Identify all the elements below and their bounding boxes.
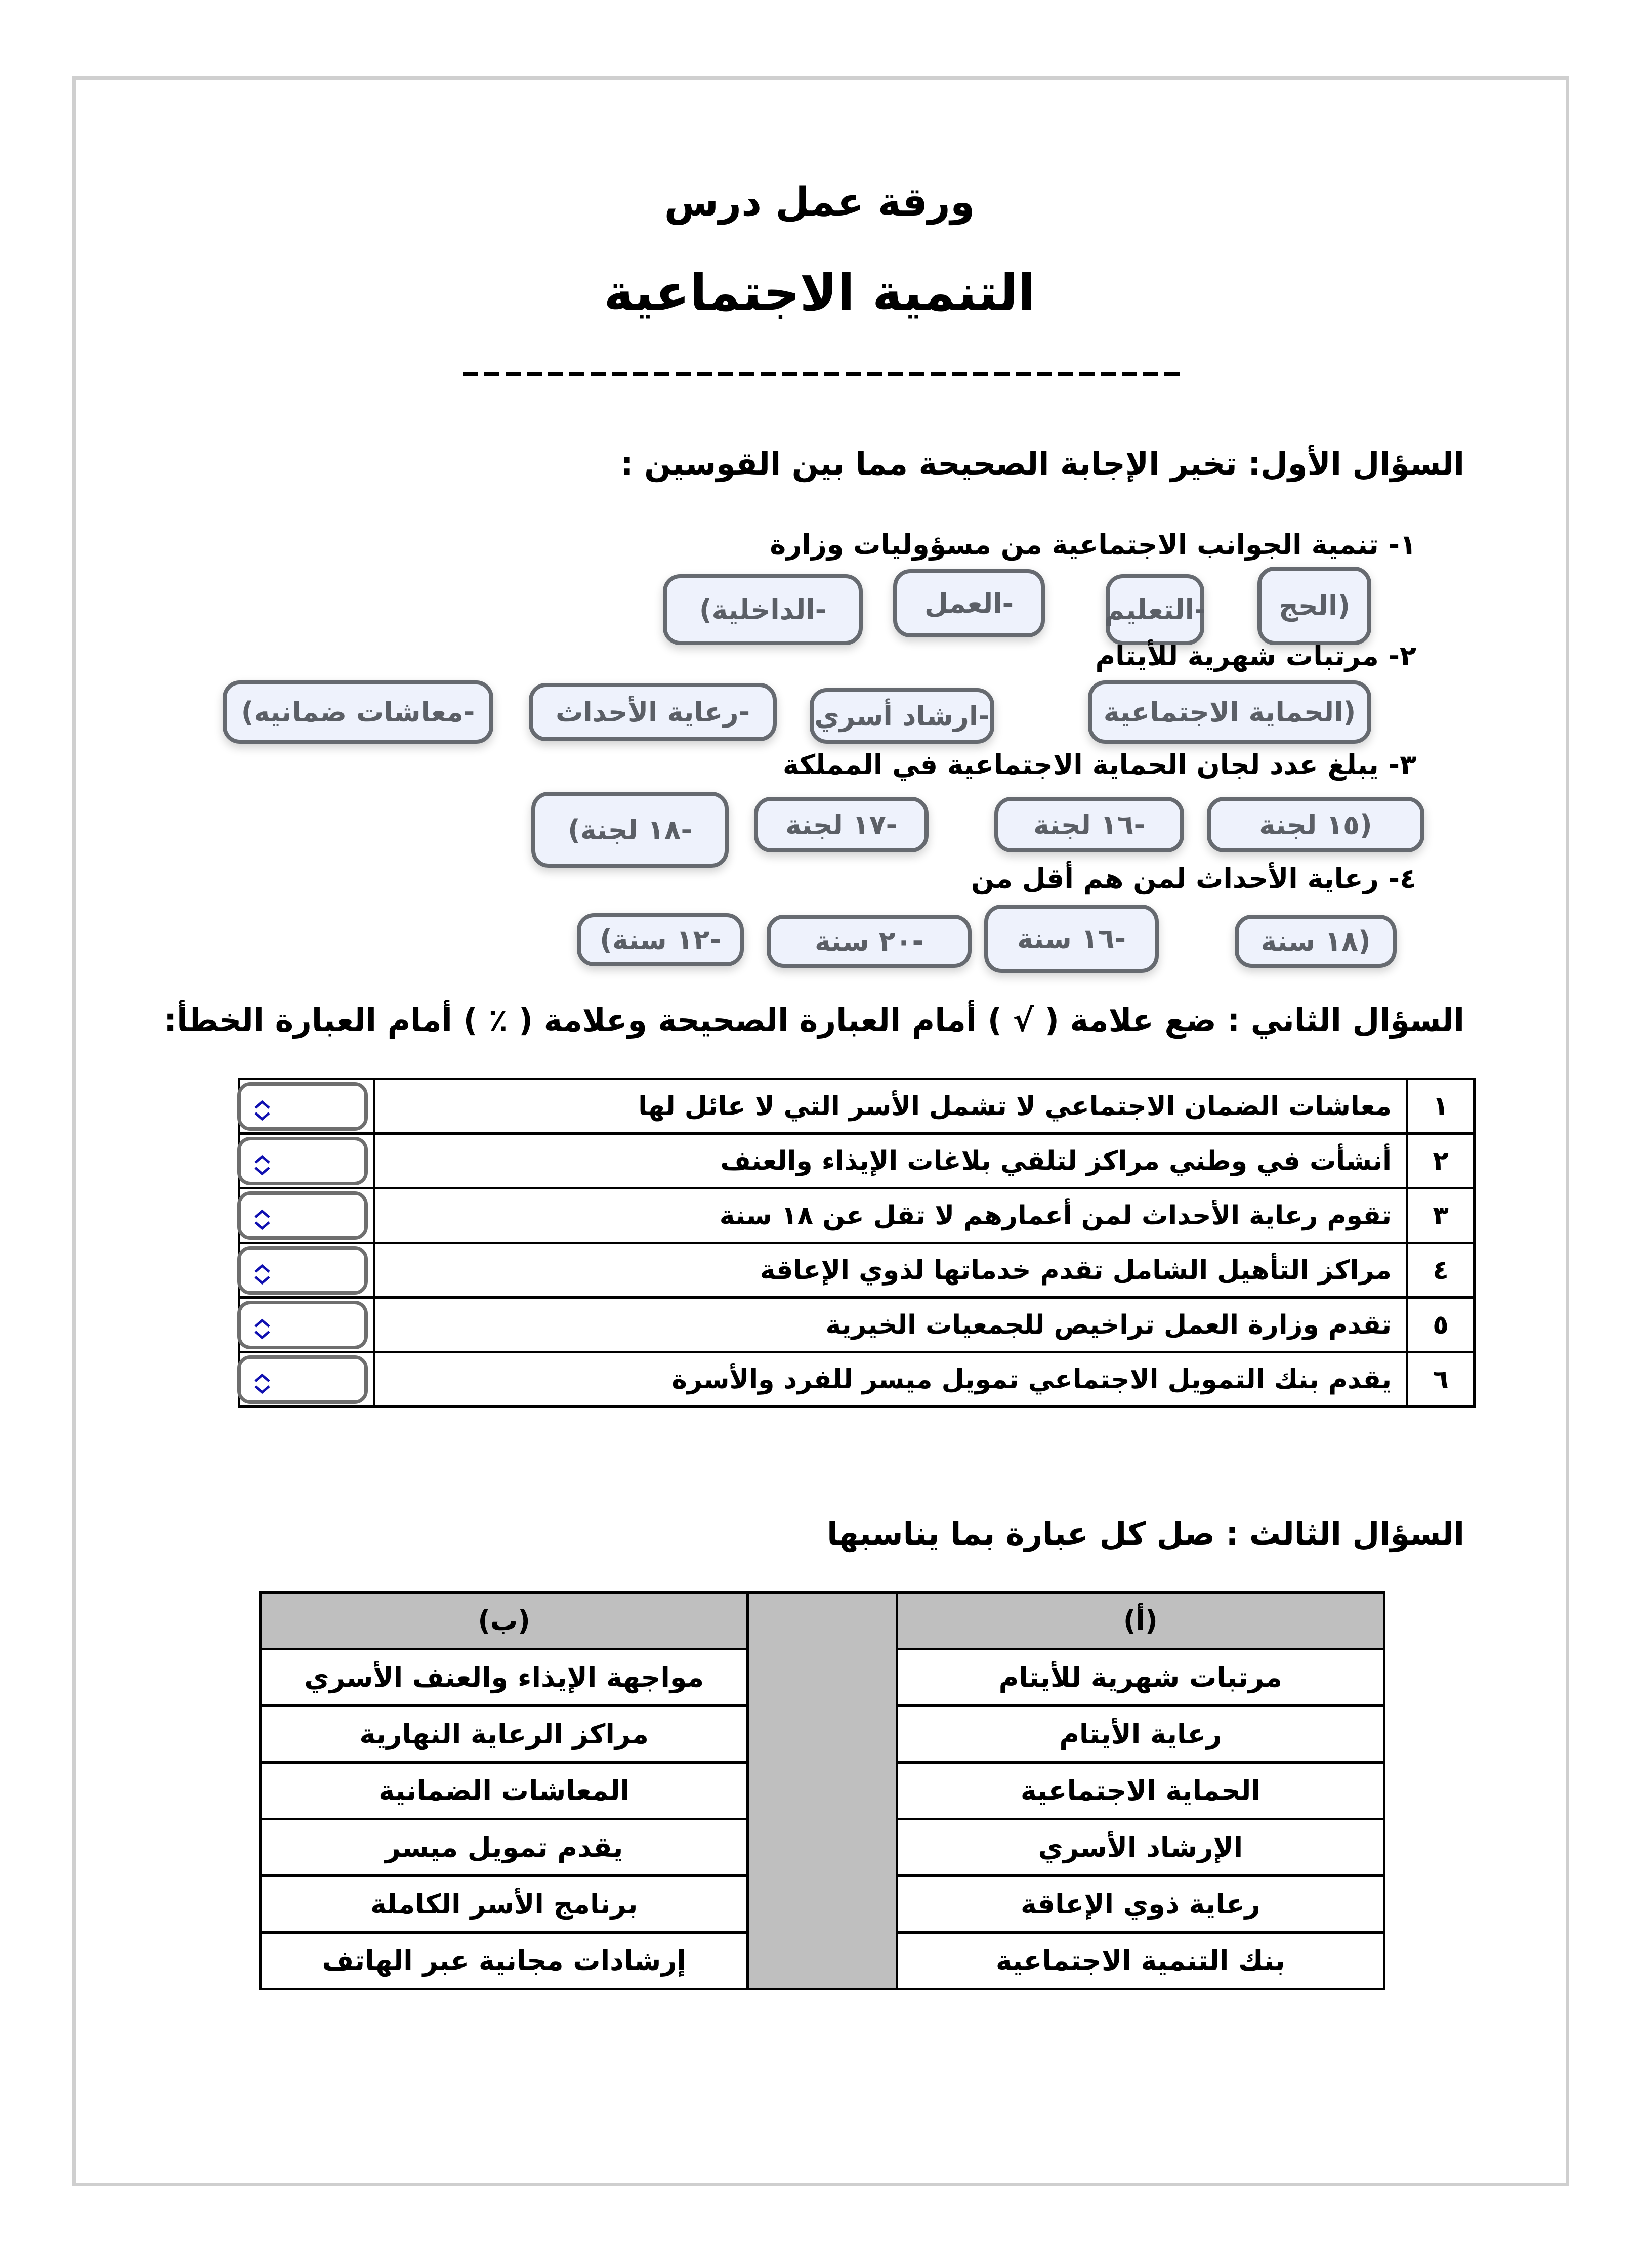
q1-item-4-option-3[interactable]: -٢٠ سنة (767, 915, 972, 968)
table-row (239, 1134, 1475, 1188)
dashed-divider (463, 372, 1182, 376)
q1-item-1-option-4[interactable]: -الداخلية) (663, 574, 863, 645)
q1-item-4-option-4[interactable]: -١٢ سنة) (577, 913, 744, 966)
q1-item-3-option-1[interactable]: (١٥ لجنة (1207, 797, 1424, 852)
table-row (239, 1352, 1475, 1407)
column-b-item: إرشادات مجانية عبر الهاتف (261, 1933, 748, 1989)
q1-item-4-text: ٤- رعاية الأحداث لمن هم أقل من (971, 863, 1416, 894)
q1-item-3-text: ٣- يبلغ عدد لجان الحماية الاجتماعية في المملكة (782, 749, 1416, 781)
table-row (239, 1188, 1475, 1243)
q1-item-2-option-2[interactable]: -ارشاد أسري (810, 688, 994, 744)
q2-heading: السؤال الثاني : ضع علامة ( √ ) أمام العبارة الصحيحة وعلامة ( ٪ ) أمام العبارة الخطأ: (164, 1002, 1464, 1039)
column-a-item: رعاية الأيتام (897, 1706, 1384, 1763)
column-a-item: الحماية الاجتماعية (897, 1763, 1384, 1819)
answer-select[interactable] (237, 1191, 368, 1240)
column-b-header: (ب) (261, 1593, 748, 1649)
answer-select[interactable] (237, 1246, 368, 1295)
q1-item-2-option-1[interactable]: (الحماية الاجتماعية (1088, 680, 1371, 744)
answer-select[interactable] (237, 1355, 368, 1404)
column-a-item: بنك التنمية الاجتماعية (897, 1933, 1384, 1989)
q1-item-1-option-2[interactable]: -التعليم (1106, 574, 1204, 645)
matching-table (259, 1591, 1385, 1990)
column-b-item: مواجهة الإيذاء والعنف الأسري (261, 1649, 748, 1706)
statement-text: تقوم رعاية الأحداث لمن أعمارهم لا تقل عن ١٨ سنة (374, 1188, 1407, 1243)
column-b-item: المعاشات الضمانية (261, 1763, 748, 1819)
column-b-item: يقدم تمويل ميسر (261, 1819, 748, 1876)
lesson-title: التنمية الاجتماعية (604, 263, 1035, 322)
q1-item-4-option-1[interactable]: (١٨ سنة (1235, 915, 1397, 968)
chevron-up-down-icon (252, 1316, 272, 1342)
answer-select[interactable] (237, 1082, 368, 1131)
statement-text: مراكز التأهيل الشامل تقدم خدماتها لذوي الإعاقة (374, 1243, 1407, 1298)
table-row (239, 1298, 1475, 1352)
column-b-item: برنامج الأسر الكاملة (261, 1876, 748, 1933)
row-number: ٣ (1407, 1188, 1475, 1243)
q1-item-1-option-1[interactable]: (الحج (1257, 567, 1371, 645)
column-a-item: رعاية ذوي الإعاقة (897, 1876, 1384, 1933)
table-row (239, 1243, 1475, 1298)
table-header-row (261, 1593, 1384, 1649)
worksheet-subtitle: ورقة عمل درس (664, 180, 975, 225)
chevron-up-down-icon (252, 1371, 272, 1396)
column-a-header: (أ) (897, 1593, 1384, 1649)
row-number: ٤ (1407, 1243, 1475, 1298)
q1-item-2-option-3[interactable]: -رعاية الأحداث (529, 683, 777, 741)
chevron-up-down-icon (252, 1098, 272, 1123)
column-a-item: مرتبات شهرية للأيتام (897, 1649, 1384, 1706)
statement-text: تقدم وزارة العمل تراخيص للجمعيات الخيرية (374, 1298, 1407, 1352)
chevron-up-down-icon (252, 1152, 272, 1178)
row-number: ٢ (1407, 1134, 1475, 1188)
q1-heading: السؤال الأول: تخير الإجابة الصحيحة مما بين القوسين : (620, 445, 1464, 482)
q1-item-1-option-3[interactable]: -العمل (893, 569, 1045, 637)
statement-text: أنشأت في وطني مراكز لتلقي بلاغات الإيذاء والعنف (374, 1134, 1407, 1188)
q1-item-3-option-3[interactable]: -١٧ لجنة (754, 797, 929, 852)
chevron-up-down-icon (252, 1207, 272, 1232)
statement-text: معاشات الضمان الاجتماعي لا تشمل الأسر التي لا عائل لها (374, 1079, 1407, 1134)
chevron-up-down-icon (252, 1262, 272, 1287)
q1-item-2-option-4[interactable]: -معاشات ضمانيه) (223, 680, 493, 744)
matching-gap-column (748, 1593, 897, 1989)
q3-heading: السؤال الثالث : صل كل عبارة بما يناسبها (827, 1515, 1464, 1552)
q1-item-4-option-2[interactable]: -١٦ سنة (984, 905, 1159, 973)
true-false-table (238, 1078, 1476, 1408)
table-row (239, 1079, 1475, 1134)
column-b-item: مراكز الرعاية النهارية (261, 1706, 748, 1763)
answer-select[interactable] (237, 1137, 368, 1185)
q1-item-2-text: ٢- مرتبات شهرية للأيتام (1095, 640, 1416, 672)
column-a-item: الإرشاد الأسري (897, 1819, 1384, 1876)
row-number: ١ (1407, 1079, 1475, 1134)
q1-item-3-option-4[interactable]: -١٨ لجنة) (531, 792, 729, 868)
answer-select[interactable] (237, 1301, 368, 1349)
q1-item-3-option-2[interactable]: -١٦ لجنة (994, 797, 1184, 852)
q1-item-1-text: ١- تنمية الجوانب الاجتماعية من مسؤوليات وزارة (770, 529, 1416, 561)
statement-text: يقدم بنك التمويل الاجتماعي تمويل ميسر للفرد والأسرة (374, 1352, 1407, 1407)
row-number: ٥ (1407, 1298, 1475, 1352)
row-number: ٦ (1407, 1352, 1475, 1407)
